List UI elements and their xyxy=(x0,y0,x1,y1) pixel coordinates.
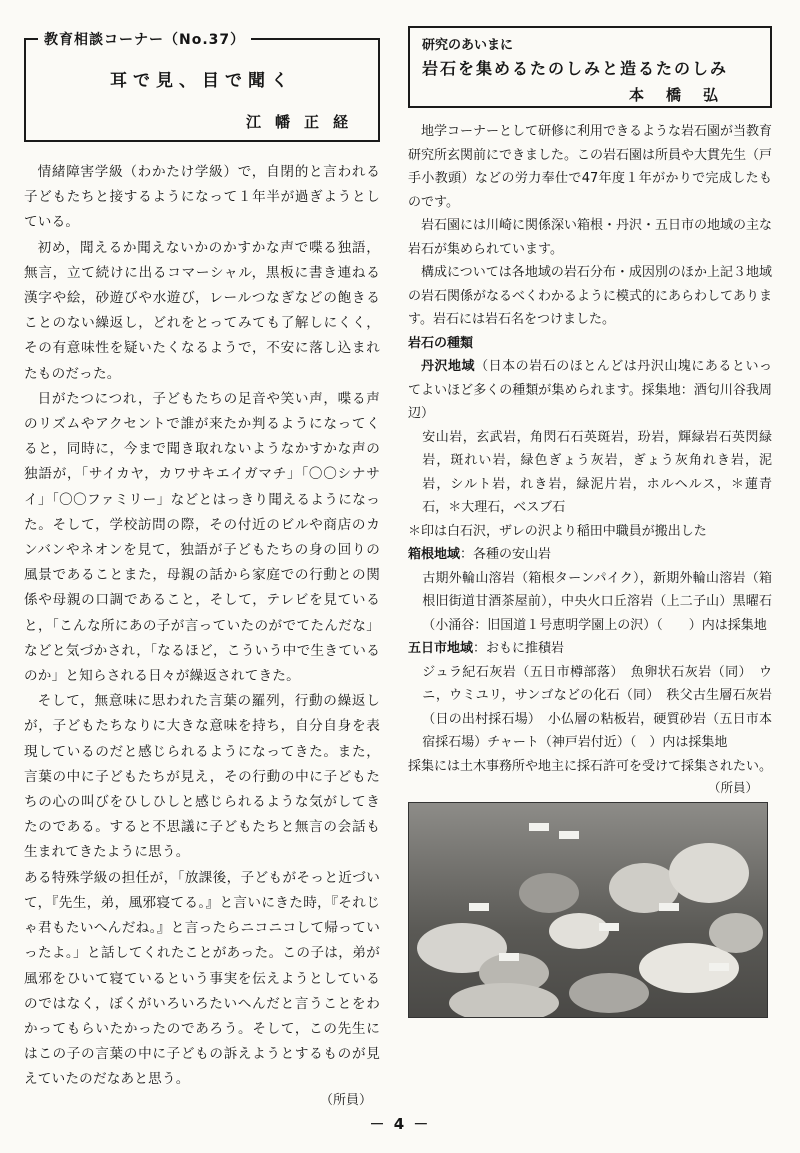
label-tag xyxy=(599,923,619,931)
rock-shape xyxy=(569,973,649,1013)
right-column xyxy=(408,26,772,1018)
tanzawa-label: 丹沢地域 xyxy=(421,359,476,374)
paragraph: ある特殊学級の担任が，「放課後，子どもがそっと近づいて，『先生，弟，風邪寝てる。』と言いにきた時，『それじゃ君もたいへんだね。』と言ったらニコニコして帰っていったよ。」と話してくれたことがあった。この子は，弟が風邪をひいて寝ているという事実を伝えようとしているのではなく，ぼくがいろいろたいへんだと言うことをわかってもらいたかったのであろう。そして，この先生にはこの子の言葉の中に子どもの訴えようとするものが見えていたのだなあと思う。 xyxy=(24,869,380,1088)
article-title: 耳で見、目で聞く xyxy=(110,71,294,91)
rock-types-heading: 岩石の種類 xyxy=(408,335,474,351)
itsukaichi-section xyxy=(408,637,772,661)
label-tag xyxy=(659,903,679,911)
hakone-description: ：各種の安山岩 xyxy=(460,547,552,562)
paragraph: 地学コーナーとして研修に利用できるような岩石園が当教育研究所玄関前にできました。この岩石園は所員や大貫先生（戸手小教頭）などの労力奉仕で47年度１年がかりで完成したものです。 xyxy=(408,124,773,210)
hakone-label: 箱根地域 xyxy=(408,547,461,562)
research-header xyxy=(408,26,772,108)
corner-label: 教育相談コーナー（No.37） xyxy=(38,29,251,49)
counseling-corner-header xyxy=(24,32,380,142)
left-signature: （所員） xyxy=(319,1092,372,1108)
tanzawa-note: ＊印は白石沢，ザレの沢より稲田中職員が搬出した xyxy=(408,523,707,539)
research-author: 本橋弘 xyxy=(628,86,740,104)
rock-shape xyxy=(549,913,609,949)
rock-shape xyxy=(519,873,579,913)
article-author: 江幡正経 xyxy=(245,113,362,131)
tanzawa-description: （日本の岩石のほとんどは丹沢山塊にあるといってよいほど多くの種類が集められます。採集地：酒匂川谷我周辺） xyxy=(408,359,772,421)
rock-garden-photo xyxy=(408,802,768,1018)
label-tag xyxy=(499,953,519,961)
page-number: － 4 － xyxy=(369,1115,431,1133)
paragraph: 初め，聞えるか聞えないかのかすかな声で喋る独語，無言，立て続けに出るコマーシャル，黒板に書き連ねる漢字や絵，砂遊びや水遊び，レールつなぎなどの飽きることのない繰返し，どれをとってみても了解しにくく，その有意味性を疑いたくなるようで，不安に落し込まれたものだった。 xyxy=(24,239,380,382)
left-article-body xyxy=(24,160,380,1108)
label-tag xyxy=(559,831,579,839)
rock-shape xyxy=(449,983,559,1018)
paragraph: 構成については各地域の岩石分布・成因別のほか上記３地域の岩石関係がなるべくわかるように模式的にあらわしてあります。岩石には岩石名をつけました。 xyxy=(408,265,773,327)
right-article-body xyxy=(408,120,772,798)
rock-shape xyxy=(709,913,763,953)
itsukaichi-rocks: ジュラ紀石灰岩（五日市樽部落） 魚卵状石灰岩（同） ウニ，ウミユリ，サンゴなどの化石（同） 秩父古生層石灰岩（日の出村採石場） 小仏層の粘板岩，硬質砂岩（五日市本宿採石場）チャート（神戸岩付近）（ ）内は採集地 xyxy=(422,664,772,750)
hakone-rocks: 古期外輪山溶岩（箱根ターンパイク），新期外輪山溶岩（箱根旧街道甘酒茶屋前），中央火口丘溶岩（上二子山）黒曜石（小涌谷：旧国道１号恵明学園上の沢）（ ）内は採集地 xyxy=(422,570,772,633)
label-tag xyxy=(469,903,489,911)
itsukaichi-description: ：おもに推積岩 xyxy=(473,641,565,656)
closing-paragraph: 採集には土木事務所や地主に採石許可を受けて採集されたい。 xyxy=(408,758,773,774)
left-column xyxy=(24,28,380,1108)
paragraph: 情緒障害学級（わかたけ学級）で，自閉的と言われる子どもたちと接するようになって１年半が過ぎようとしている。 xyxy=(24,164,380,231)
label-tag xyxy=(529,823,549,831)
paragraph: 日がたつにつれ，子どもたちの足音や笑い声，喋る声のリズムやアクセントで誰が来たか判るようになってくると，同時に，今まで聞き取れないようなかすかな声の独語が，「サイカヤ，カワサキエイガマチ」「〇〇シナサイ」「〇〇ファミリー」などとはっきり聞えるようになった。そして，学校訪問の際，その付近のビルや商店のカンバンやネオンを見て，独語が子どもたちの身の回りの風景であることまた，母親の話から家庭での行動との関係や母親の口調であること，そして，テレビを見ていると，「こんな所にあの子が言っていたのがでてたんだな」などと気づかされ，「なるほど，こういう中で生きているのか」と知らされる日々が繰返されてきた。 xyxy=(24,390,380,685)
right-signature: （所員） xyxy=(707,780,758,795)
itsukaichi-label: 五日市地域 xyxy=(408,641,474,656)
paragraph: そして，無意味に思われた言葉の羅列，行動の繰返しが，子どもたちなりに大きな意味を持ち，自分自身を表現しているのだと感じられるようになってきた。また，言葉の中に子どもたちが見え，その行動の中に子どもたちの心の叫びをひしひしと感じられるような気がしてきたのである。すると不思議に子どもたちと無言の会話も生まれてきたように思う。 xyxy=(24,693,380,861)
label-tag xyxy=(709,963,729,971)
research-label: 研究のあいまに xyxy=(422,38,514,53)
paragraph: 岩石園には川崎に関係深い箱根・丹沢・五日市の地域の主な岩石が集められています。 xyxy=(408,218,773,257)
research-title: 岩石を集めるたのしみと造るたのしみ xyxy=(422,59,729,78)
hakone-section xyxy=(408,543,772,567)
rock-shape xyxy=(669,843,749,903)
tanzawa-section xyxy=(408,355,772,426)
tanzawa-rocks: 安山岩，玄武岩，角閃石石英斑岩，玢岩，輝緑岩石英閃緑岩，斑れい岩，緑色ぎょう灰岩，ぎょう灰角れき岩，泥岩，シルト岩，れき岩，緑泥片岩，ホルヘルス，＊蓮青石，＊大理石，ベスブ石 xyxy=(422,429,772,515)
